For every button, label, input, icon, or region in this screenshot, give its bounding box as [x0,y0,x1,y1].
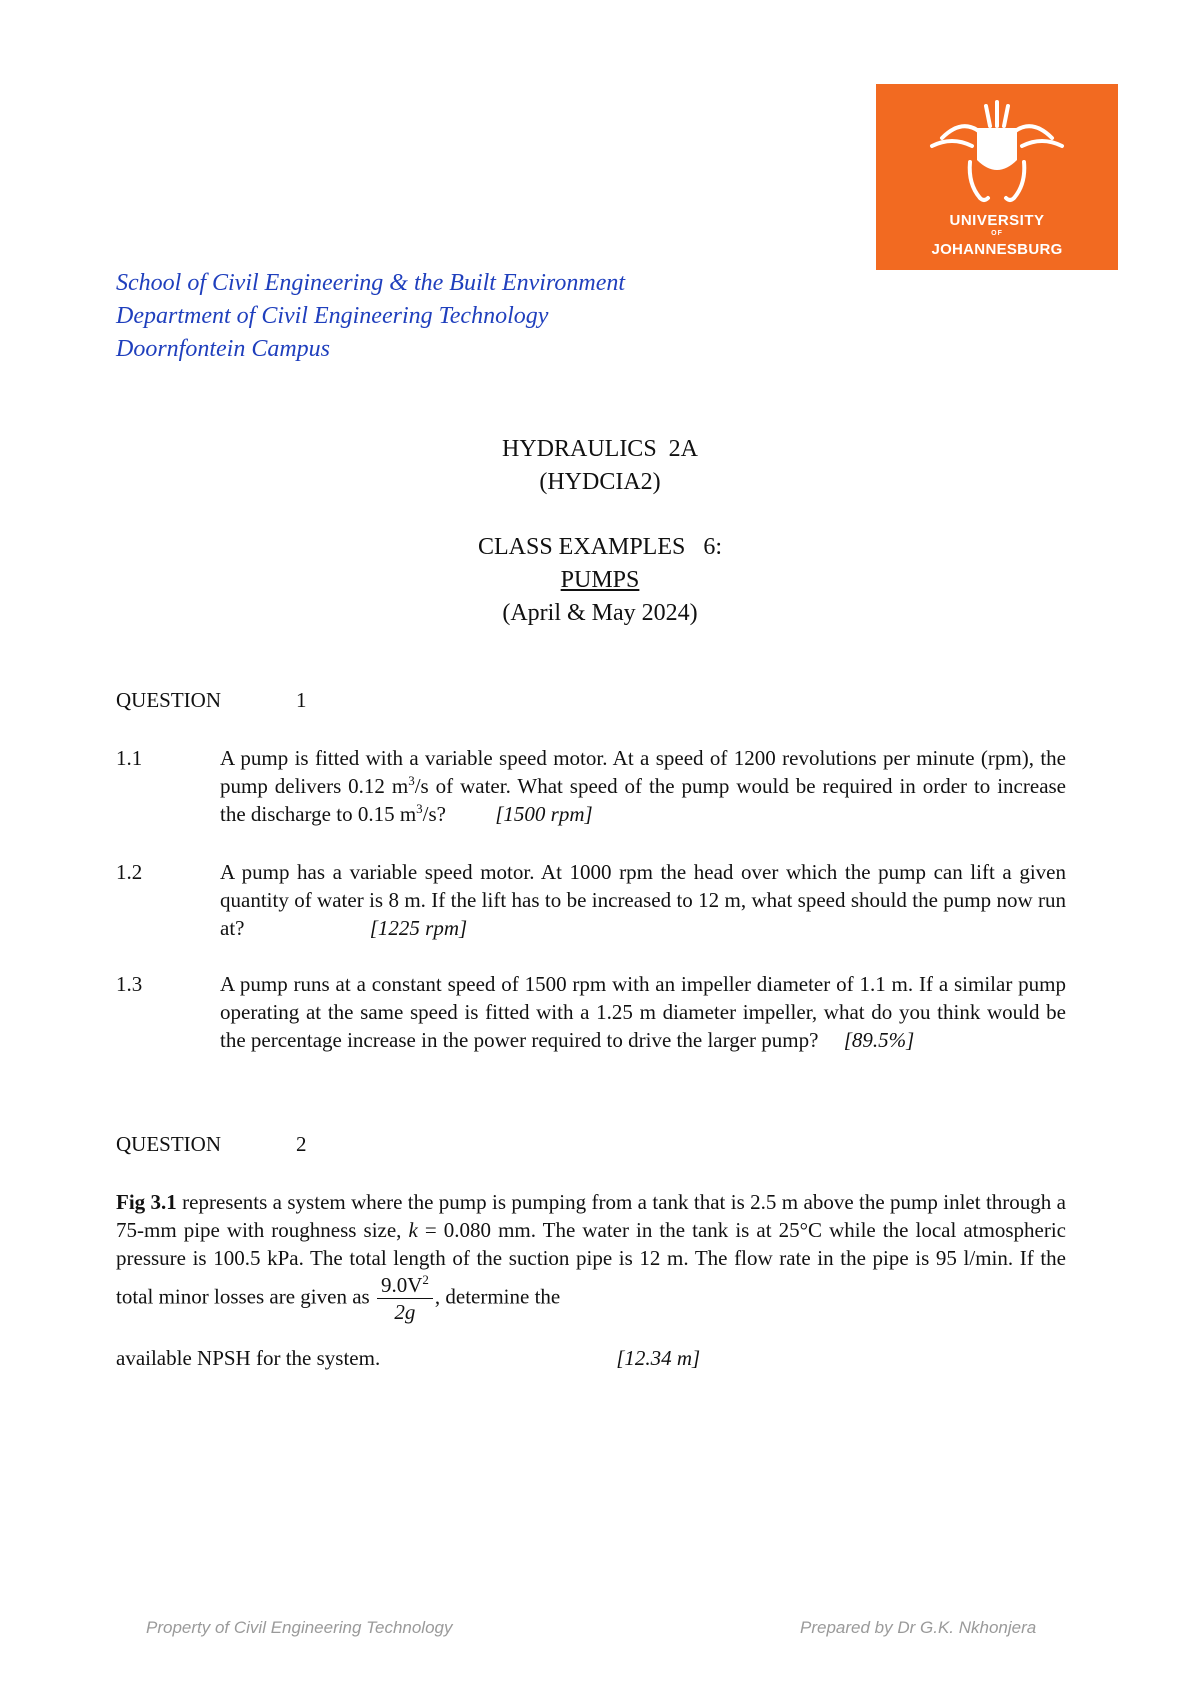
course-code: (HYDCIA2) [539,469,661,495]
question-1-heading [116,688,307,713]
footer-right: Prepared by Dr G.K. Nkhonjera [800,1618,1037,1637]
logo-text-johannesburg: JOHANNESBURG [931,241,1063,258]
campus-name: Doornfontein Campus [116,336,331,362]
item-answer: [1225 rpm] [369,916,468,940]
logo-text-of: OF [991,230,1003,237]
minor-loss-formula: $\frac{9.0V^2}{2g}$ [377,1272,433,1325]
question-2-answer: [12.34 m] [616,1346,701,1370]
topic-heading: PUMPS [560,567,640,593]
question-2-last-line: available NPSH for the system. [12.34 m] [116,1346,701,1370]
item-number: 1.1 [116,746,143,770]
item-answer: [89.5%] [843,1028,915,1052]
question-number: 1 [296,688,307,712]
question-label: QUESTION [116,688,221,712]
date-line: (April & May 2024) [502,600,698,626]
item-text: A pump runs at a constant speed of 1500 rpm with an impeller diameter of 1.1 m. If a similar pump operating at the same speed is fitted with a 1.25 m diameter impeller, what do you think would be the percentage increase in the power required to drive the larger pump? [89.5%] [220,972,1066,1052]
question-2-heading [116,1132,307,1157]
question-item [116,858,1066,942]
question-item [116,744,1066,828]
figure-reference: Fig 3.1 [116,1190,177,1214]
footer-left: Property of Civil Engineering Technology [146,1618,453,1637]
class-examples-heading: CLASS EXAMPLES 6: [477,534,723,560]
question-2-text: Fig 3.1 represents a system where the pump is pumping from a tank that is 2.5 m above the pump inlet through a 75-mm pipe with roughness size, k = 0.080 mm. The water in the tank is at 25°C while the local atmospheric pressure is 100.5 kPa. The total length of the suction pipe is 12 m. The flow rate in the pipe is 95 l/min. If the total minor losses are given as $\frac{9.0V^2}{2g}$ , determine the [116,1190,1066,1324]
course-title: HYDRAULICS 2A [501,436,698,462]
item-number: 1.3 [116,972,143,996]
coat-of-arms-icon [922,98,1072,208]
department-name: Department of Civil Engineering Technology [116,303,549,329]
question-number: 2 [296,1132,307,1156]
item-text: A pump is fitted with a variable speed motor. At a speed of 1200 revolutions per minute (rpm), the pump delivers 0.12 $m^3/s$ of water. What speed of the pump would be required in order to increase the discharge to 0.15 $m^3/s$? [1500 rpm] [220,746,1067,826]
item-text: A pump has a variable speed motor. At 1000 rpm the head over which the pump can lift a given quantity of water is 8 m. If the lift has to be increased to 12 m, what speed should the pump now run at? [1225 rpm] [220,860,1066,940]
item-number: 1.2 [116,860,143,884]
logo-text-university: UNIVERSITY [949,212,1045,229]
university-logo [876,84,1118,270]
question-item [116,970,1066,1054]
item-answer: [1500 rpm] [495,802,593,826]
school-name: School of Civil Engineering & the Built Environment [116,270,626,296]
question-label: QUESTION [116,1132,221,1156]
